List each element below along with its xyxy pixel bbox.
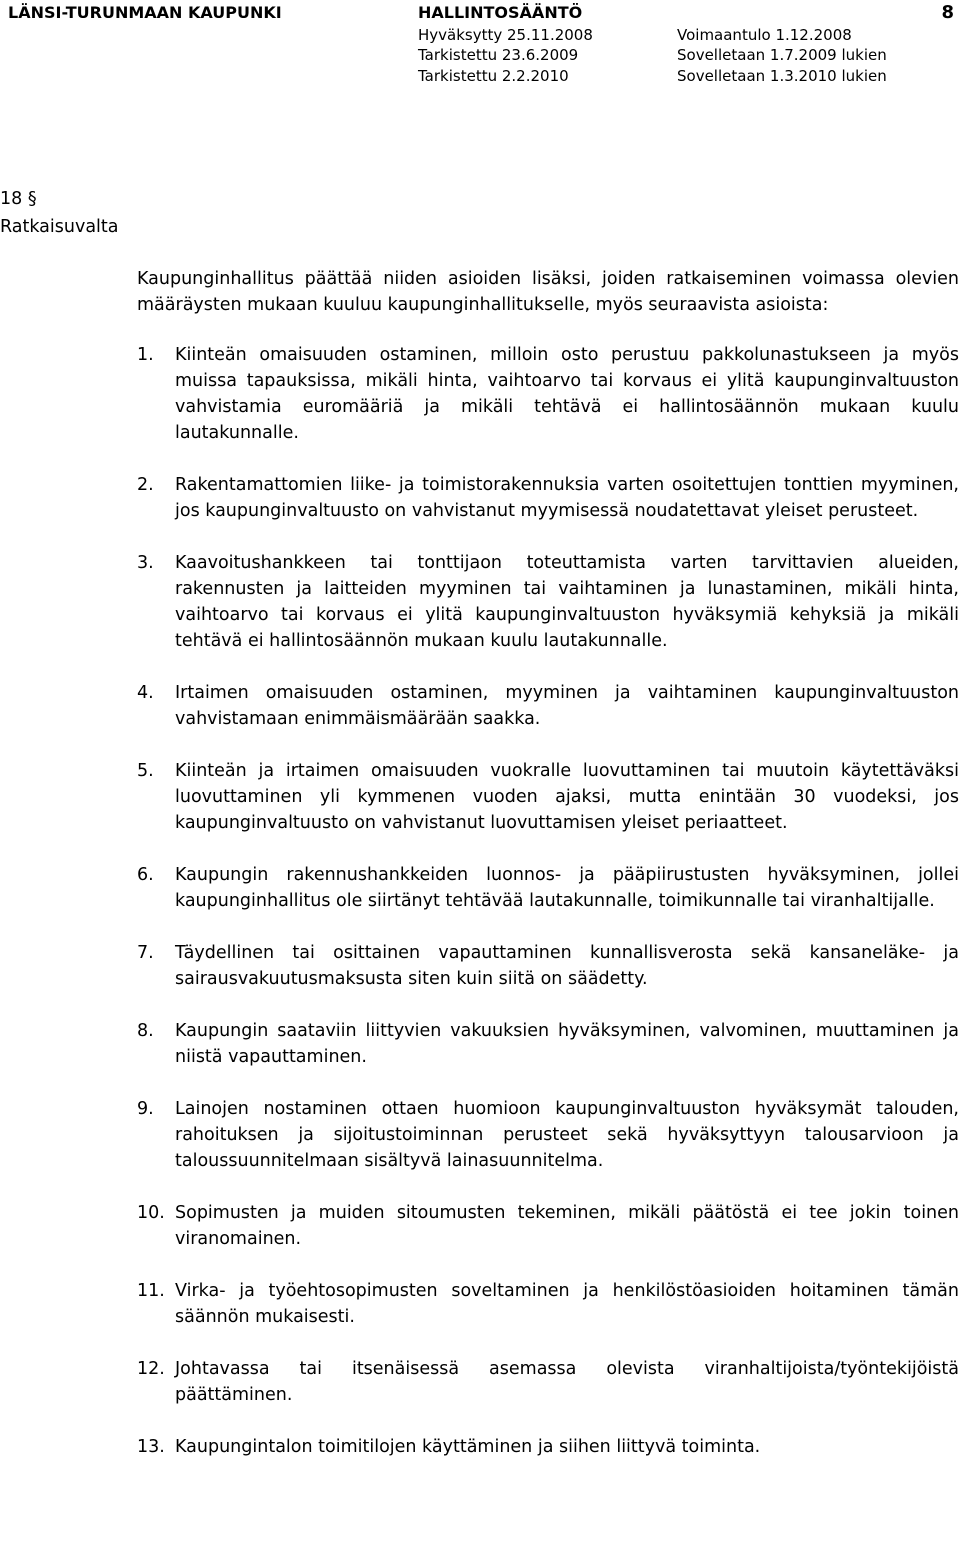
list-item	[137, 550, 959, 654]
item-text: Virka- ja työehtosopimusten soveltaminen ja henkilöstöasioiden hoitaminen tämän säännön mukaisesti.	[175, 1281, 959, 1327]
item-number: 4.	[137, 683, 154, 703]
item-text: Lainojen nostaminen ottaen huomioon kaupunginvaltuuston hyväksymät talouden, rahoituksen ja sijoitustoiminnan perusteet sekä hyväksyttyyn talousarvioon ja taloussuunnitelmaan sisältyvä lainasuunnitelma.	[175, 1099, 959, 1171]
list-item	[137, 1278, 959, 1330]
item-number: 3.	[137, 553, 154, 573]
revised-date-1: Tarkistettu 23.6.2009	[418, 46, 579, 64]
section-body	[137, 266, 959, 1486]
item-text: Kaupungintalon toimitilojen käyttäminen ja siihen liittyvä toiminta.	[175, 1437, 761, 1457]
item-number: 13.	[137, 1437, 165, 1457]
list-item	[137, 940, 959, 992]
item-number: 7.	[137, 943, 154, 963]
item-number: 12.	[137, 1359, 165, 1379]
item-number: 10.	[137, 1203, 165, 1223]
item-text: Rakentamattomien liike- ja toimistorakennuksia varten osoitettujen tonttien myyminen, jos kaupunginvaltuusto on vahvistanut myymisessä noudatettavat yleiset perusteet.	[175, 475, 959, 521]
list-item	[137, 472, 959, 524]
list-item	[137, 342, 959, 446]
item-text: Kaavoitushankkeen tai tonttijaon toteuttamista varten tarvittavien alueiden, rakennusten ja laitteiden myyminen tai vaihtaminen ja lunastaminen, mikäli hinta, vaihtoarvo tai korvaus ei ylitä kaupunginvaltuuston hyväksymiä kehyksiä ja mikäli tehtävä ei hallintosäännön mukaan kuulu lautakunnalle.	[175, 553, 959, 651]
list-item	[137, 680, 959, 732]
document-title: HALLINTOSÄÄNTÖ	[418, 3, 583, 22]
item-text: Irtaimen omaisuuden ostaminen, myyminen ja vaihtaminen kaupunginvaltuuston vahvistamaan enimmäismäärään saakka.	[175, 683, 959, 729]
applied-date-1: Sovelletaan 1.7.2009 lukien	[677, 46, 887, 64]
intro-paragraph: Kaupunginhallitus päättää niiden asioiden lisäksi, joiden ratkaiseminen voimassa olevien määräysten mukaan kuuluu kaupunginhallitukselle, myös seuraavista asioista:	[137, 269, 959, 315]
item-number: 5.	[137, 761, 154, 781]
item-text: Kaupungin rakennushankkeiden luonnos- ja pääpiirustusten hyväksyminen, jollei kaupunginhallitus ole siirtänyt tehtävää lautakunnalle, toimikunnalle tai viranhaltijalle.	[175, 865, 959, 911]
item-number: 1.	[137, 345, 154, 365]
revised-date-2: Tarkistettu 2.2.2010	[418, 67, 569, 85]
list-item	[137, 1434, 959, 1460]
item-number: 6.	[137, 865, 154, 885]
item-text: Kiinteän omaisuuden ostaminen, milloin osto perustuu pakkolunastukseen ja myös muissa tapauksissa, mikäli hinta, vaihtoarvo tai korvaus ei ylitä kaupunginvaltuuston vahvistamia euromääriä ja mikäli tehtävä ei hallintosäännön mukaan kuulu lautakunnalle.	[175, 345, 959, 443]
item-number: 11.	[137, 1281, 165, 1301]
approved-date: Hyväksytty 25.11.2008	[418, 26, 593, 44]
applied-date-2: Sovelletaan 1.3.2010 lukien	[677, 67, 887, 85]
list-item	[137, 1200, 959, 1252]
item-text: Sopimusten ja muiden sitoumusten tekeminen, mikäli päätöstä ei tee jokin toinen viranomainen.	[175, 1203, 959, 1249]
list-item	[137, 758, 959, 836]
item-text: Kaupungin saataviin liittyvien vakuuksien hyväksyminen, valvominen, muuttaminen ja niistä vapauttaminen.	[175, 1021, 959, 1067]
item-text: Täydellinen tai osittainen vapauttaminen kunnallisverosta sekä kansaneläke- ja sairausvakuutusmaksusta siten kuin siitä on säädetty.	[175, 943, 959, 989]
effective-date: Voimaantulo 1.12.2008	[677, 26, 852, 44]
item-number: 9.	[137, 1099, 154, 1119]
item-text: Johtavassa tai itsenäisessä asemassa olevista viranhaltijoista/työntekijöistä päättäminen.	[175, 1359, 959, 1405]
page-header	[0, 0, 960, 90]
item-text: Kiinteän ja irtaimen omaisuuden vuokralle luovuttaminen tai muutoin käytettäväksi luovuttaminen yli kymmenen vuoden ajaksi, mutta enintään 30 vuodeksi, jos kaupunginvaltuusto on vahvistanut luovuttamisen yleiset periaatteet.	[175, 761, 959, 833]
item-number: 8.	[137, 1021, 154, 1041]
item-number: 2.	[137, 475, 154, 495]
list-item	[137, 1356, 959, 1408]
decision-list	[137, 342, 959, 1460]
list-item	[137, 1018, 959, 1070]
list-item	[137, 1096, 959, 1174]
section-number: 18 §	[0, 189, 37, 209]
list-item	[137, 862, 959, 914]
section-title: Ratkaisuvalta	[0, 217, 119, 237]
page-number: 8	[941, 2, 954, 23]
organization-name: LÄNSI-TURUNMAAN KAUPUNKI	[8, 3, 282, 22]
